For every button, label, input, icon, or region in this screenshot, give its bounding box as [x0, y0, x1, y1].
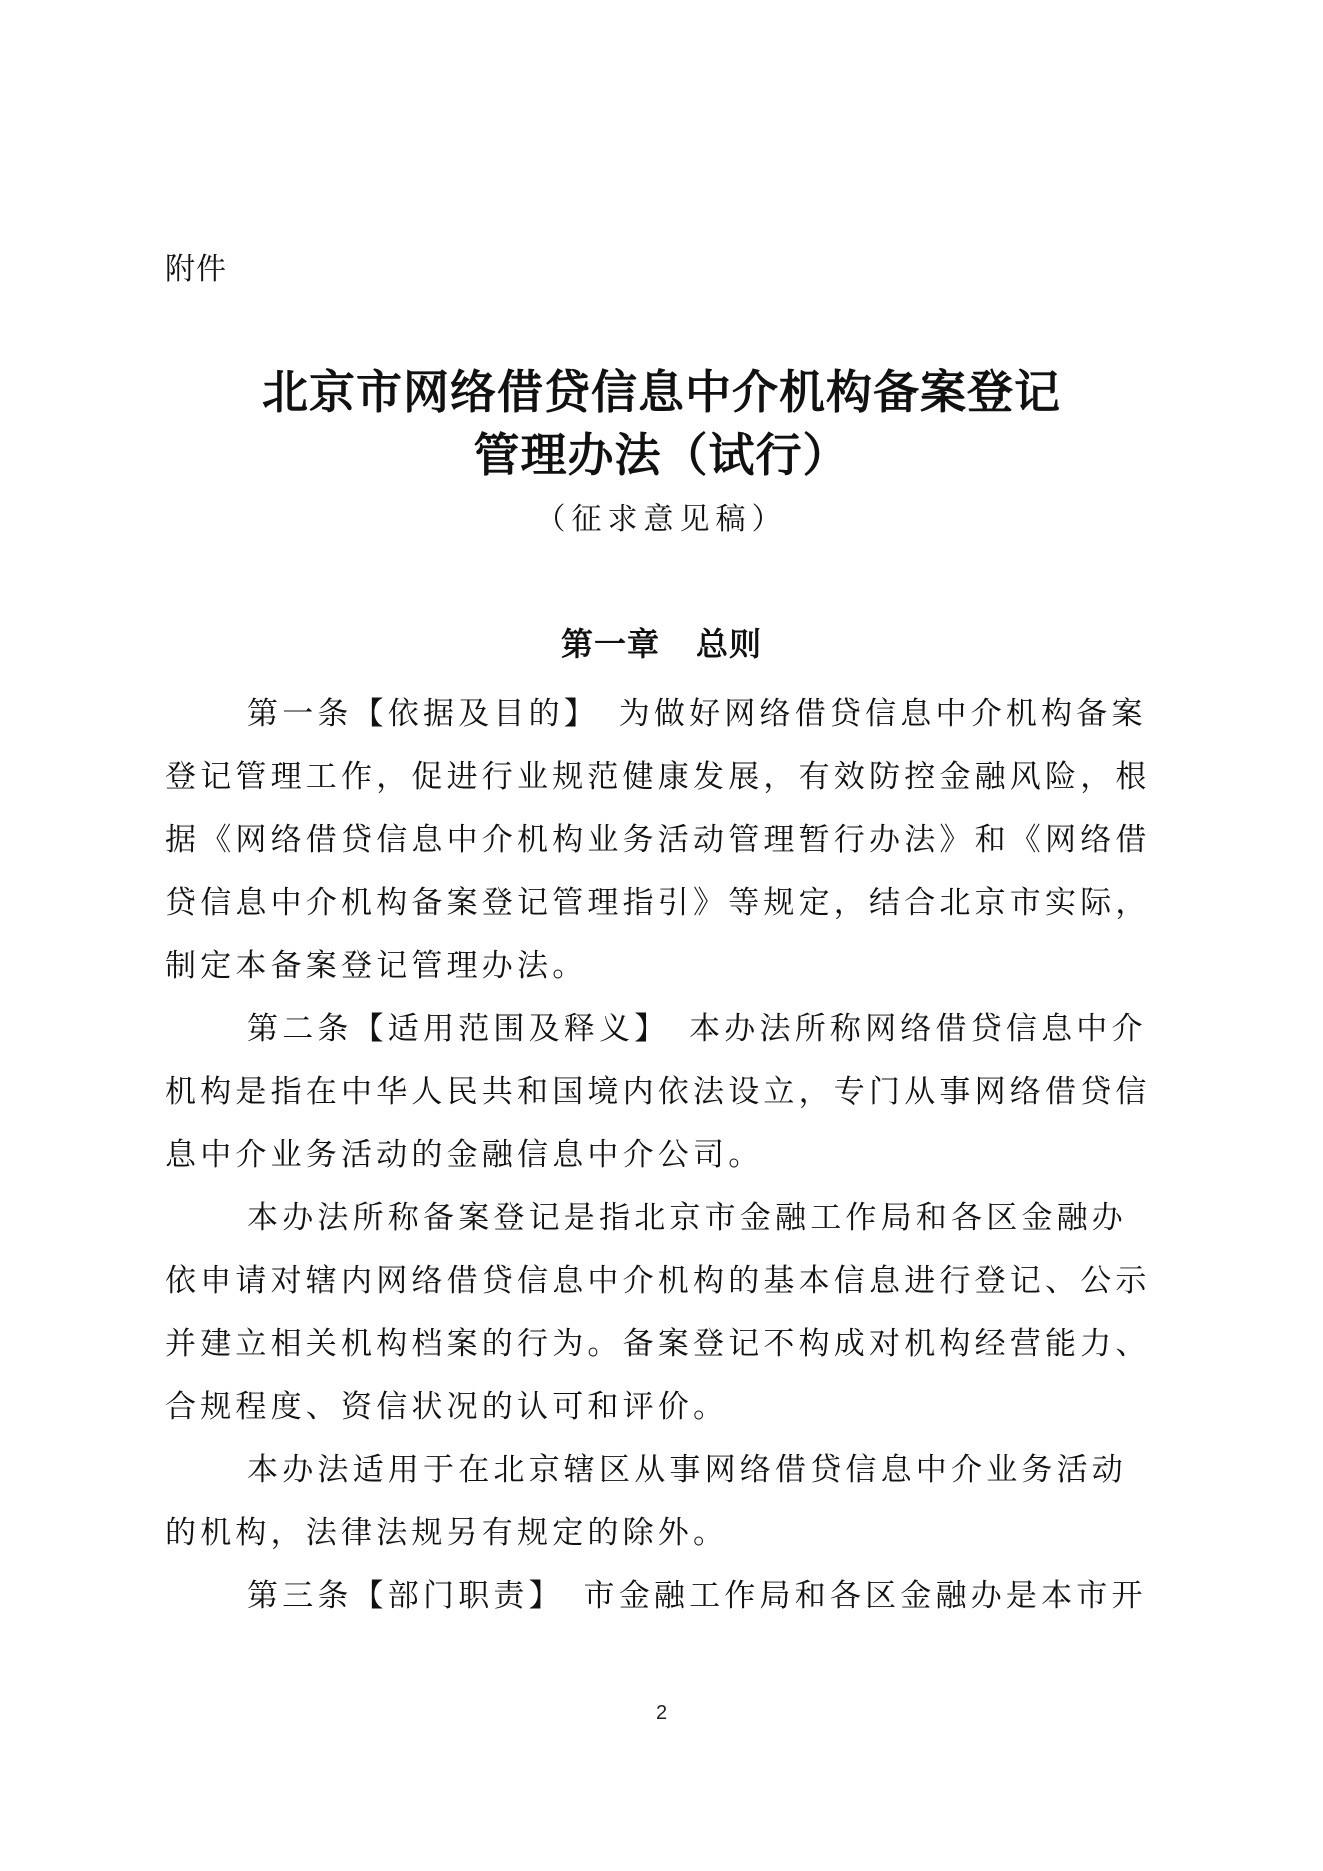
document-subtitle: （征求意见稿）	[535, 502, 788, 537]
article-3-heading: 第三条【部门职责】	[247, 1578, 549, 1614]
paragraph-line: 依申请对辖内网络借贷信息中介机构的基本信息进行登记、公示	[165, 1263, 1151, 1299]
article-1-text: 为做好网络借贷信息中介机构备案	[583, 696, 1147, 732]
paragraph-line: 登记管理工作，促进行业规范健康发展，有效防控金融风险，根	[165, 759, 1151, 795]
article-1-line	[165, 683, 1165, 746]
page-number: 2	[655, 1702, 668, 1724]
article-2-heading: 第二条【适用范围及释义】	[247, 1011, 654, 1047]
chapter-number: 第一章	[560, 625, 660, 663]
paragraph-line: 制定本备案登记管理办法。	[165, 948, 588, 984]
paragraph-line: 的机构，法律法规另有规定的除外。	[165, 1515, 729, 1551]
article-3-line	[165, 1565, 1165, 1628]
paragraph-line: 本办法所称备案登记是指北京市金融工作局和各区金融办	[247, 1200, 1127, 1236]
body-text	[165, 683, 1165, 1628]
chapter-name: 总则	[696, 625, 763, 663]
attachment-label: 附件	[165, 252, 227, 287]
paragraph-line: 本办法适用于在北京辖区从事网络借贷信息中介业务活动	[247, 1452, 1127, 1488]
article-2-text: 本办法所称网络借贷信息中介	[653, 1011, 1147, 1047]
chapter-heading	[0, 622, 1323, 666]
paragraph-line: 据《网络借贷信息中介机构业务活动管理暂行办法》和《网络借	[165, 822, 1151, 858]
document-title-line1: 北京市网络借贷信息中介机构备案登记	[262, 365, 1061, 419]
paragraph-line: 息中介业务活动的金融信息中介公司。	[165, 1137, 764, 1173]
article-1-heading: 第一条【依据及目的】	[247, 696, 584, 732]
paragraph-line: 合规程度、资信状况的认可和评价。	[165, 1389, 729, 1425]
article-2-line	[165, 998, 1165, 1061]
article-3-text: 市金融工作局和各区金融办是本市开	[548, 1578, 1147, 1614]
paragraph-line: 贷信息中介机构备案登记管理指引》等规定，结合北京市实际，	[165, 885, 1151, 921]
paragraph-line: 机构是指在中华人民共和国境内依法设立，专门从事网络借贷信	[165, 1074, 1151, 1110]
document-title-line2: 管理办法（试行）	[473, 428, 850, 482]
paragraph-line: 并建立相关机构档案的行为。备案登记不构成对机构经营能力、	[165, 1326, 1151, 1362]
